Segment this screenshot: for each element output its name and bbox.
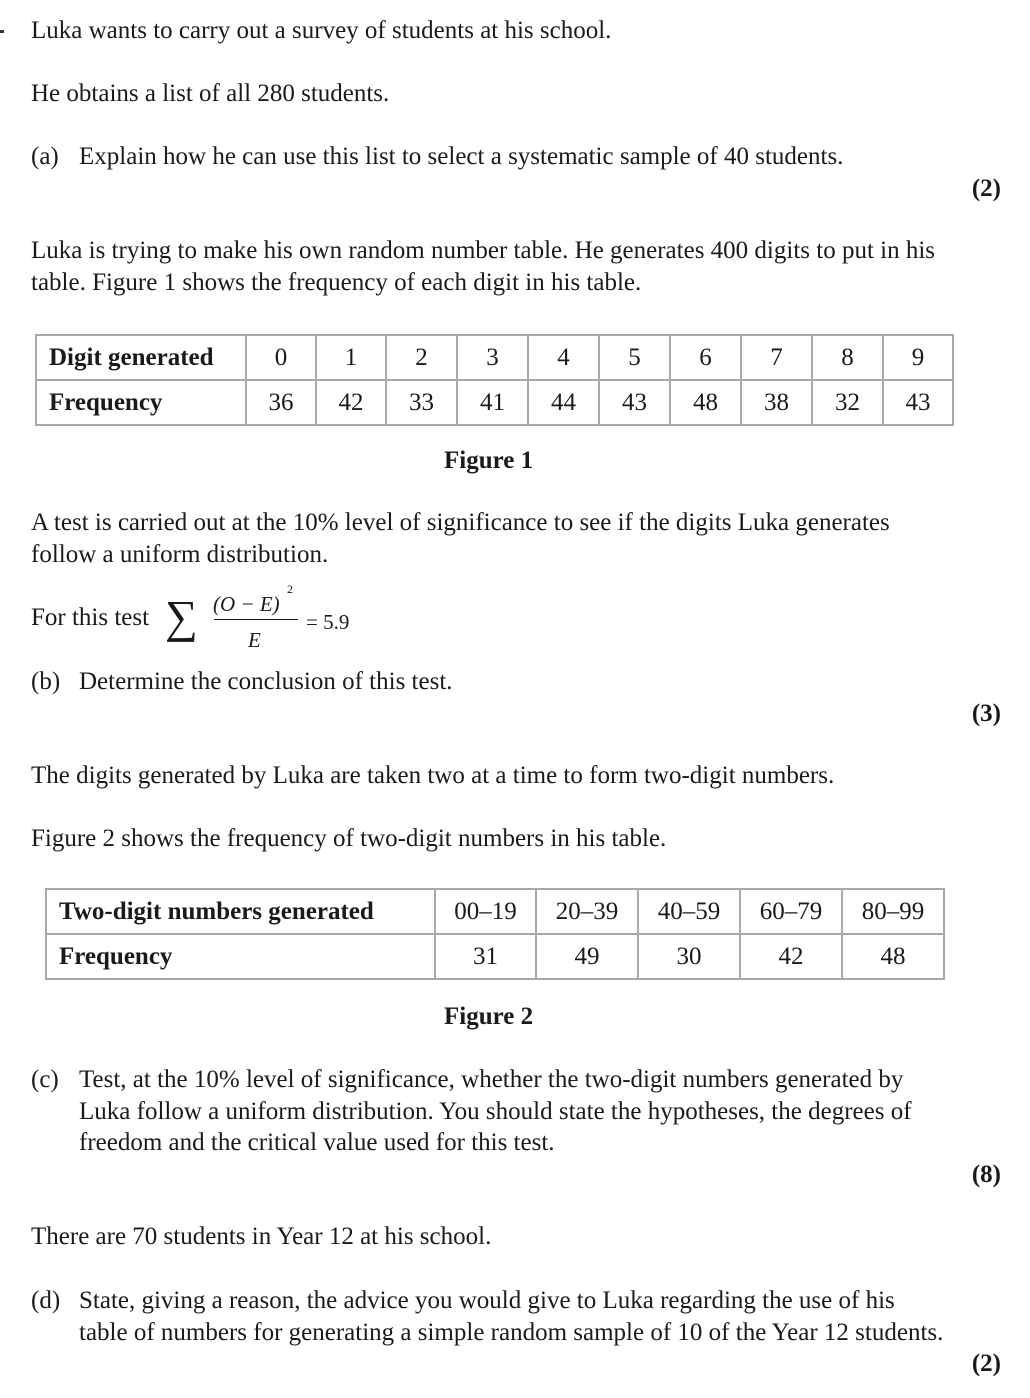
intro-line-2: He obtains a list of all 280 students. — [31, 80, 390, 107]
digit-cell: 4 — [528, 335, 599, 380]
formula-numerator: (O − E) — [213, 592, 280, 616]
random-table-line-2: table. Figure 1 shows the frequency of each digit in his table. — [31, 269, 642, 296]
test-line-2: follow a uniform distribution. — [31, 541, 329, 568]
two-digit-line-2: Figure 2 shows the frequency of two-digit numbers in his table. — [31, 825, 667, 852]
sigma-symbol: ∑ — [165, 591, 198, 642]
frequency-cell: 42 — [740, 934, 842, 979]
digit-cell: 6 — [670, 335, 741, 380]
range-cell: 40–59 — [638, 889, 740, 934]
digit-cell: 2 — [386, 335, 457, 380]
figure-2-table — [45, 888, 945, 980]
figure-1-row-header: Digit generated — [36, 335, 246, 380]
frequency-cell: 43 — [883, 380, 953, 425]
formula-prefix: For this test — [31, 604, 150, 631]
formula-exponent: 2 — [287, 582, 293, 596]
digit-cell: 0 — [246, 335, 316, 380]
question-bullet — [0, 30, 4, 33]
fraction-bar — [214, 619, 298, 620]
figure-2-range-row — [46, 889, 944, 934]
frequency-cell: 44 — [528, 380, 599, 425]
part-c-marks: (8) — [971, 1161, 1001, 1188]
figure-1-frequency-row — [36, 380, 953, 425]
digit-cell: 8 — [812, 335, 883, 380]
frequency-cell: 36 — [246, 380, 316, 425]
figure-2-caption: Figure 2 — [444, 1003, 534, 1030]
frequency-cell: 33 — [386, 380, 457, 425]
part-d-line-2: table of numbers for generating a simple random sample of 10 of the Year 12 students. — [79, 1319, 944, 1346]
range-cell: 60–79 — [740, 889, 842, 934]
frequency-cell: 32 — [812, 380, 883, 425]
part-c-line-3: freedom and the critical value used for this test. — [79, 1129, 555, 1156]
part-b-label: (b) — [31, 668, 61, 695]
part-d-line-1: State, giving a reason, the advice you would give to Luka regarding the use of his — [79, 1287, 895, 1314]
year-12-text: There are 70 students in Year 12 at his school. — [31, 1223, 492, 1250]
frequency-cell: 48 — [670, 380, 741, 425]
figure-1-row-header: Frequency — [36, 380, 246, 425]
digit-cell: 1 — [316, 335, 386, 380]
frequency-cell: 43 — [599, 380, 670, 425]
frequency-cell: 31 — [435, 934, 536, 979]
figure-1-digit-row — [36, 335, 953, 380]
part-a-marks: (2) — [971, 175, 1001, 202]
test-line-1: A test is carried out at the 10% level of significance to see if the digits Luka generates — [31, 509, 890, 536]
figure-2-row-header: Frequency — [46, 934, 435, 979]
frequency-cell: 41 — [457, 380, 528, 425]
part-a-label: (a) — [31, 143, 59, 170]
frequency-cell: 38 — [741, 380, 812, 425]
part-c-line-2: Luka follow a uniform distribution. You should state the hypotheses, the degrees of — [79, 1098, 912, 1125]
range-cell: 20–39 — [536, 889, 638, 934]
formula-result: = 5.9 — [306, 610, 350, 634]
two-digit-line-1: The digits generated by Luka are taken two at a time to form two-digit numbers. — [31, 762, 835, 789]
part-b-text: Determine the conclusion of this test. — [79, 668, 453, 695]
frequency-cell: 48 — [842, 934, 944, 979]
figure-1-table — [35, 334, 954, 426]
figure-2-row-header: Two-digit numbers generated — [46, 889, 435, 934]
frequency-cell: 42 — [316, 380, 386, 425]
part-c-label: (c) — [31, 1066, 59, 1093]
random-table-line-1: Luka is trying to make his own random number table. He generates 400 digits to put in his — [31, 237, 936, 264]
part-d-label: (d) — [31, 1287, 61, 1314]
range-cell: 80–99 — [842, 889, 944, 934]
part-b-marks: (3) — [971, 700, 1001, 727]
frequency-cell: 30 — [638, 934, 740, 979]
part-c-line-1: Test, at the 10% level of significance, whether the two-digit numbers generated by — [79, 1066, 904, 1093]
part-d-marks: (2) — [971, 1350, 1001, 1377]
digit-cell: 9 — [883, 335, 953, 380]
figure-2-frequency-row — [46, 934, 944, 979]
frequency-cell: 49 — [536, 934, 638, 979]
figure-1-caption: Figure 1 — [444, 447, 534, 474]
digit-cell: 7 — [741, 335, 812, 380]
part-a-text: Explain how he can use this list to select a systematic sample of 40 students. — [79, 143, 844, 170]
formula-denominator: E — [248, 628, 261, 652]
digit-cell: 3 — [457, 335, 528, 380]
intro-line-1: Luka wants to carry out a survey of students at his school. — [31, 17, 612, 44]
digit-cell: 5 — [599, 335, 670, 380]
range-cell: 00–19 — [435, 889, 536, 934]
